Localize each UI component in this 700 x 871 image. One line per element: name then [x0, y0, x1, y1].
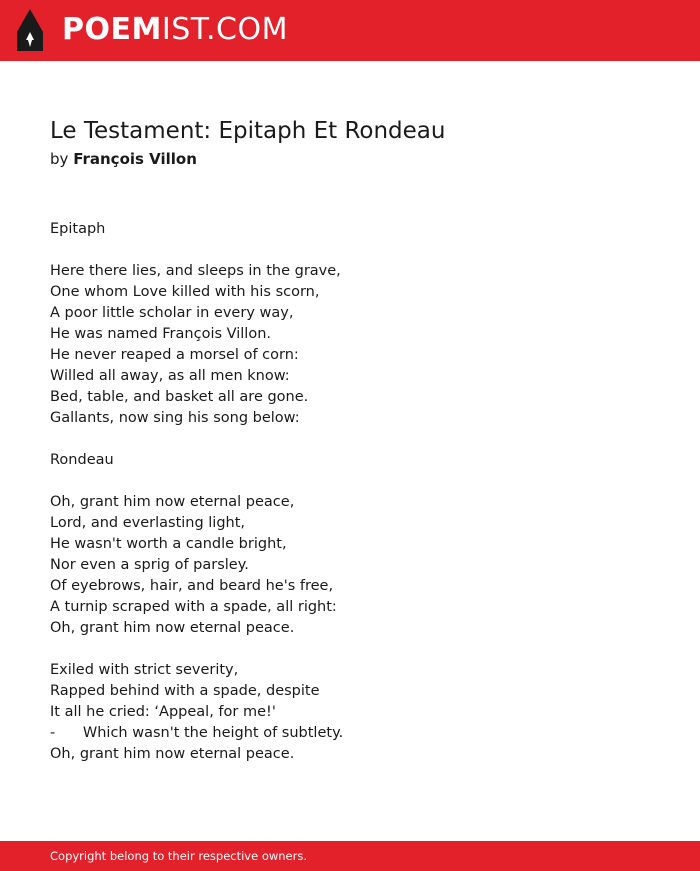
poem-byline	[50, 149, 197, 169]
poem-line: Lord, and everlasting light,	[50, 515, 246, 531]
by-label: by	[50, 150, 69, 168]
poem-line: Gallants, now sing his song below:	[50, 410, 300, 426]
site-logo[interactable]	[62, 12, 288, 48]
poem-body	[50, 219, 650, 765]
poem-line: Rondeau	[50, 452, 114, 468]
poem-author: François Villon	[73, 150, 197, 168]
poem-line: Oh, grant him now eternal peace,	[50, 494, 295, 510]
site-footer	[0, 841, 700, 871]
poem-line: Here there lies, and sleeps in the grave,	[50, 263, 341, 279]
poem-line: Oh, grant him now eternal peace.	[50, 746, 295, 762]
stanza-gap	[50, 471, 650, 492]
logo-thin-text: IST.COM	[161, 12, 288, 47]
poem-line: Of eyebrows, hair, and beard he's free,	[50, 578, 334, 594]
stanza-gap	[50, 429, 650, 450]
poem-title: Le Testament: Epitaph Et Rondeau	[50, 118, 446, 144]
poem-line: Willed all away, as all men know:	[50, 368, 290, 384]
poem-line: One whom Love killed with his scorn,	[50, 284, 320, 300]
poem-line: He never reaped a morsel of corn:	[50, 347, 299, 363]
poem-line: Bed, table, and basket all are gone.	[50, 389, 309, 405]
poem-line: Epitaph	[50, 221, 106, 237]
stanza-gap	[50, 639, 650, 660]
poem-line: Rapped behind with a spade, despite	[50, 683, 320, 699]
pencil-logo-icon[interactable]	[17, 9, 43, 51]
poem-line: Oh, grant him now eternal peace.	[50, 620, 295, 636]
poem-line: A poor little scholar in every way,	[50, 305, 294, 321]
site-header	[0, 0, 700, 61]
poem-line: - Which wasn't the height of subtlety.	[50, 725, 344, 741]
poem-line: He wasn't worth a candle bright,	[50, 536, 287, 552]
copyright-text: Copyright belong to their respective owners.	[50, 849, 308, 863]
poem-line: Exiled with strict severity,	[50, 662, 239, 678]
poem-line: It all he cried: ‘Appeal, for me!'	[50, 704, 276, 720]
poem-line: Nor even a sprig of parsley.	[50, 557, 249, 573]
poem-line: A turnip scraped with a spade, all right:	[50, 599, 337, 615]
poem-line: He was named François Villon.	[50, 326, 271, 342]
stanza-gap	[50, 240, 650, 261]
logo-bold-text: POEM	[62, 12, 162, 47]
